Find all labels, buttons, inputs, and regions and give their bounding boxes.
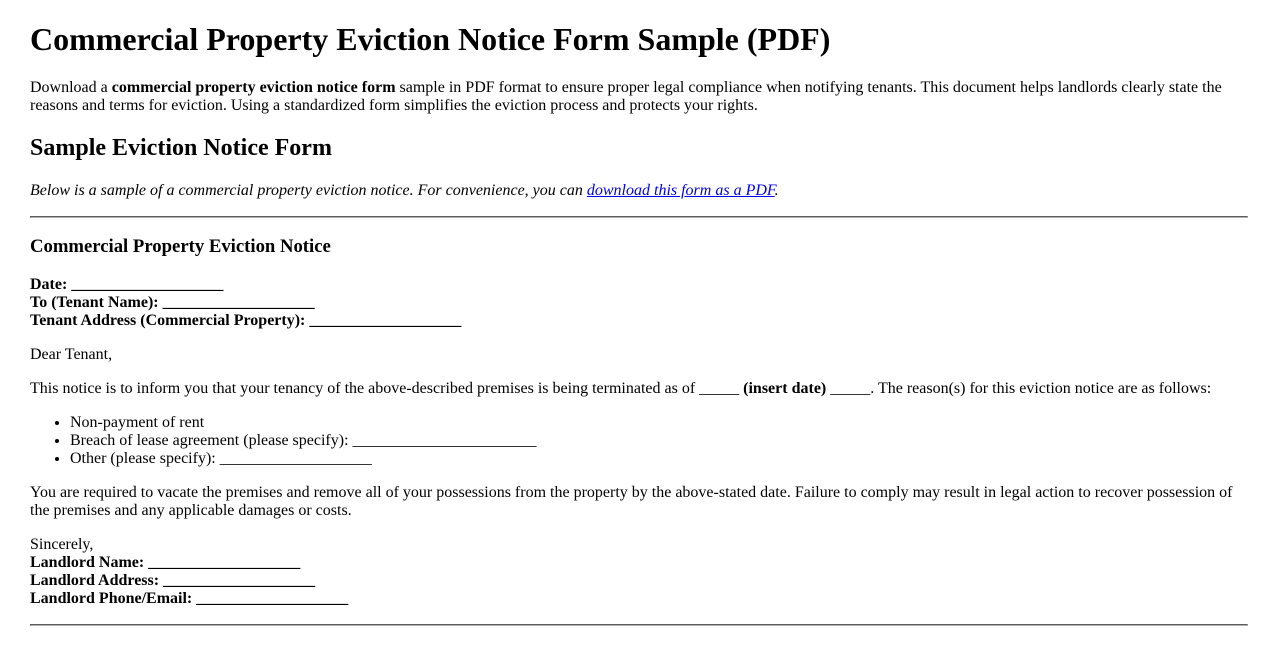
- signature-blank-landlord-address: ___________________: [159, 572, 316, 589]
- section-heading: Sample Eviction Notice Form: [30, 135, 332, 161]
- salutation: Dear Tenant,: [30, 346, 113, 363]
- intro-text-bold: commercial property eviction notice form: [111, 79, 396, 96]
- reason-blank: _______________________: [348, 432, 537, 449]
- intro-text-pre: Download a: [30, 79, 112, 96]
- eviction-reasons-list: [30, 414, 1248, 468]
- reason-item-breach: [70, 432, 1248, 450]
- field-blank-tenant-address: ___________________: [305, 312, 462, 329]
- intro-text-post: sample in PDF format to ensure proper legal compliance when notifying tenants. This document helps landlords clearly state the reasons and terms for eviction. Using a standardized form simplifies the eviction process and protects your rights.: [30, 79, 1222, 114]
- reason-blank: ___________________: [215, 450, 372, 467]
- reason-text: Other (please specify):: [70, 450, 216, 467]
- divider-bottom: [30, 624, 1248, 626]
- notice-body-pre: This notice is to inform you that your tenancy of the above-described premises is being terminated as of _____: [30, 380, 744, 397]
- field-blank-tenant-name: ___________________: [158, 294, 315, 311]
- page-title: Commercial Property Eviction Notice Form Sample (PDF): [30, 21, 831, 57]
- reason-item-nonpayment: [70, 414, 1248, 432]
- notice-fields: [30, 276, 1248, 330]
- notice-body-paragraph: [30, 380, 1248, 398]
- reason-item-other: [70, 450, 1248, 468]
- reason-text: Non-payment of rent: [70, 414, 205, 431]
- signature-blank-landlord-name: ___________________: [144, 554, 301, 571]
- note-text-pre: Below is a sample of a commercial property eviction notice. For convenience, you can: [30, 182, 587, 199]
- insert-date-label: (insert date): [743, 380, 827, 397]
- field-label-tenant-name: To (Tenant Name):: [30, 294, 159, 311]
- field-blank-date: ___________________: [67, 276, 224, 293]
- note-paragraph: [30, 182, 1248, 200]
- note-text-post: .: [774, 182, 779, 199]
- intro-paragraph: [30, 79, 1248, 115]
- notice-heading: Commercial Property Eviction Notice: [30, 236, 331, 257]
- signature-block: [30, 536, 1248, 608]
- notice-body-post: _____. The reason(s) for this eviction notice are as follows:: [826, 380, 1212, 397]
- vacate-paragraph: You are required to vacate the premises and remove all of your possessions from the property by the above-stated date. Failure to comply may result in legal action to recover possession of the premises and any applicable damages or costs.: [30, 484, 1233, 519]
- field-label-date: Date:: [30, 276, 68, 293]
- field-label-tenant-address: Tenant Address (Commercial Property):: [30, 312, 306, 329]
- closing-text: Sincerely,: [30, 536, 94, 553]
- reason-text: Breach of lease agreement (please specify):: [70, 432, 349, 449]
- signature-blank-landlord-phone-email: ___________________: [192, 590, 349, 607]
- signature-label-landlord-name: Landlord Name:: [30, 554, 145, 571]
- download-pdf-link[interactable]: download this form as a PDF: [586, 182, 775, 199]
- signature-label-landlord-address: Landlord Address:: [30, 572, 160, 589]
- signature-label-landlord-phone-email: Landlord Phone/Email:: [30, 590, 193, 607]
- divider-top: [30, 216, 1248, 218]
